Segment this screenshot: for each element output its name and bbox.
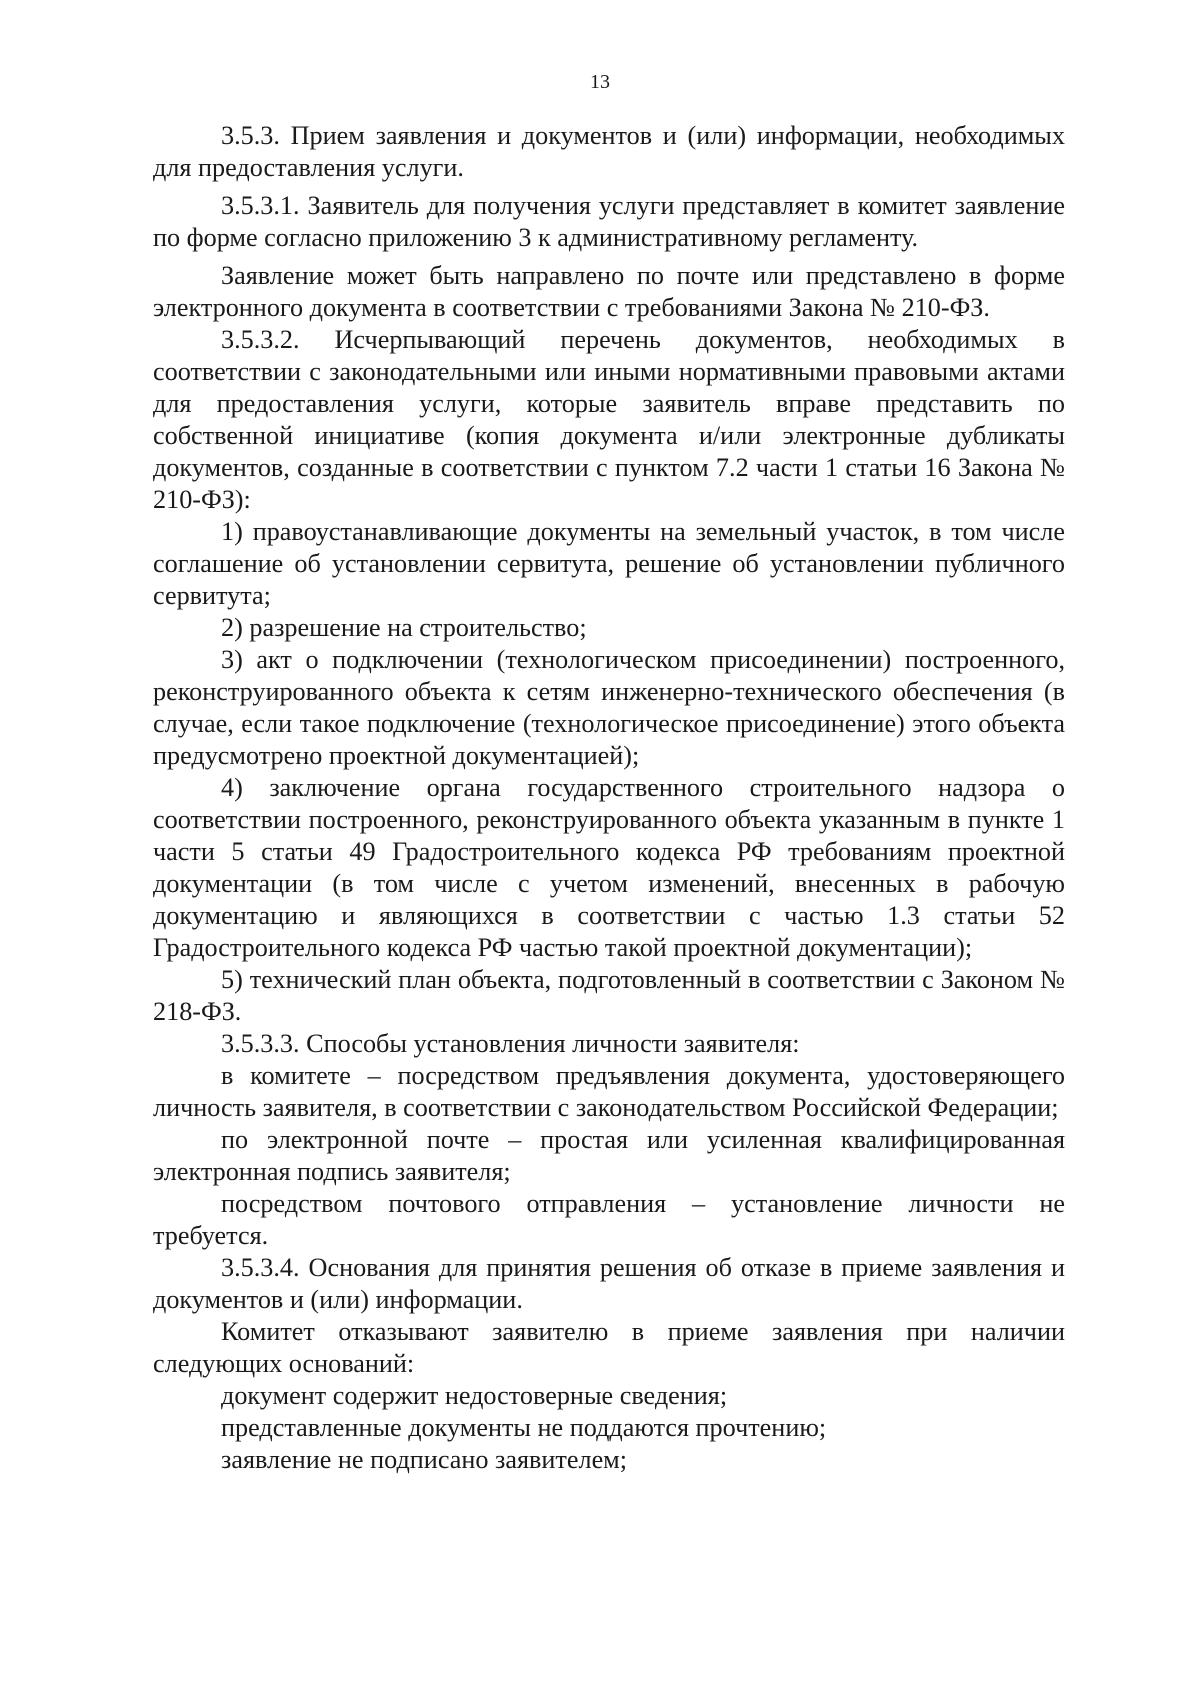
refusal-reason-1: документ содержит недостоверные сведения; (221, 1381, 728, 1410)
paragraph-3-5-3-3: 3.5.3.3. Способы установления личности заявителя: (221, 1029, 800, 1058)
paragraph-3-5-3-heading: 3.5.3. Прием заявления и документов и (или) информации, необходимых для предоставления услуги. (153, 121, 1065, 182)
refusal-reason-3: заявление не подписано заявителем; (221, 1445, 628, 1474)
list-item-3: 3) акт о подключении (технологическом присоединении) построенного, реконструированного объекта к сетям инженерно-технического обеспечения (в случае, если такое подключение (технологическое присоединение) этого объекта предусмотрено проектной документацией); (153, 645, 1065, 770)
identity-method-post: посредством почтового отправления – установление личности не требуется. (153, 1189, 1065, 1250)
page-number: 13 (590, 71, 610, 93)
list-item-2: 2) разрешение на строительство; (221, 613, 587, 642)
identity-method-email: по электронной почте – простая или усиленная квалифицированная электронная подпись заявителя; (153, 1125, 1065, 1186)
paragraph-3-5-3-4: 3.5.3.4. Основания для принятия решения об отказе в приеме заявления и документов и (или) информации. (153, 1253, 1065, 1314)
refusal-reason-2: представленные документы не поддаются прочтению; (221, 1413, 827, 1442)
document-body (153, 120, 1065, 1476)
list-item-1: 1) правоустанавливающие документы на земельный участок, в том числе соглашение об установлении сервитута, решение об установлении публичного сервитута; (153, 517, 1065, 610)
list-item-5: 5) технический план объекта, подготовленный в соответствии с Законом № 218-ФЗ. (153, 965, 1065, 1026)
list-item-4: 4) заключение органа государственного строительного надзора о соответствии построенного, реконструированного объекта указанным в пункте 1 части 5 статьи 49 Градостроительного кодекса РФ требованиям проектной документации (в том числе с учетом изменений, внесенных в рабочую документацию и являющихся в соответствии с частью 1.3 статьи 52 Градостроительного кодекса РФ частью такой проектной документации); (153, 773, 1065, 962)
identity-method-committee: в комитете – посредством предъявления документа, удостоверяющего личность заявителя, в соответствии с законодательством Российской Федерации; (153, 1061, 1065, 1122)
paragraph-3-5-3-2: 3.5.3.2. Исчерпывающий перечень документов, необходимых в соответствии с законодательными или иными нормативными правовыми актами для предоставления услуги, которые заявитель вправе представить по собственной инициативе (копия документа и/или электронные дубликаты документов, созданные в соответствии с пунктом 7.2 части 1 статьи 16 Закона № 210-ФЗ): (153, 325, 1065, 514)
paragraph-submission-form: Заявление может быть направлено по почте или представлено в форме электронного документа в соответствии с требованиями Закона № 210-ФЗ. (153, 261, 1065, 322)
paragraph-refusal-intro: Комитет отказывают заявителю в приеме заявления при наличии следующих оснований: (153, 1317, 1065, 1378)
paragraph-3-5-3-1: 3.5.3.1. Заявитель для получения услуги представляет в комитет заявление по форме согласно приложению 3 к административному регламенту. (153, 191, 1065, 252)
